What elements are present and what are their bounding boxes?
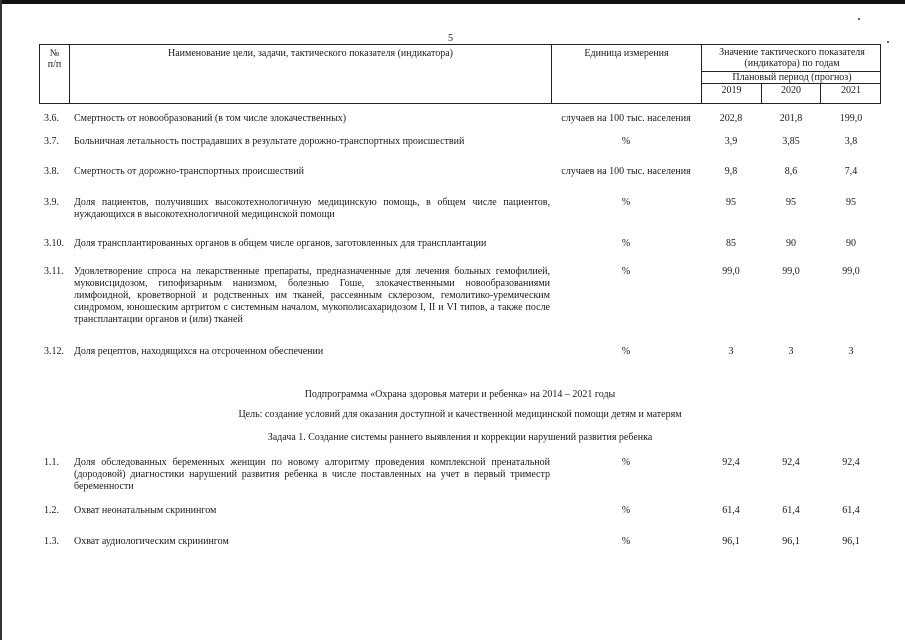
header-num: № п/п — [47, 48, 62, 70]
row-value-2019: 99,0 — [722, 266, 740, 277]
row-name: Доля рецептов, находящихся на отсроченном обеспечении — [74, 346, 324, 357]
row-value-2020: 3 — [788, 346, 794, 357]
header-unit: Единица измерения — [584, 48, 669, 59]
row-value-2021: 61,4 — [842, 505, 860, 516]
row-number: 1.1. — [44, 457, 59, 468]
row-unit: случаев на 100 тыс. населения — [561, 166, 691, 177]
row-number: 3.7. — [44, 136, 59, 147]
row-value-2019: 9,8 — [724, 166, 738, 177]
row-unit: % — [621, 136, 631, 147]
row-value-2020: 95 — [786, 197, 796, 208]
header-value-title: Значение тактического показателя (индикатора) по годам — [719, 47, 865, 69]
row-value-2020: 61,4 — [782, 505, 800, 516]
header-year-2020: 2020 — [781, 85, 801, 96]
row-value-2019: 202,8 — [719, 113, 743, 124]
row-name: Удовлетворение спроса на лекарственные препараты, предназначенные для лечения больных гемофилией, муковисцидозом, гипофизарным нанизмом, болезнью Гоше, злокачественными новообразованиями лимфоидной, кроветворной и родственных им тканей, рассеянным склерозом, гемолитико-уремическим синдромом, юношеским артритом с системным началом, мукополисахаридозом I, II и VI типов, а также после трансплантации органов и (или) тканей — [74, 266, 550, 325]
row-value-2021: 99,0 — [842, 266, 860, 277]
row-name: Доля трансплантированных органов в общем числе органов, заготовленных для трансплантации — [74, 238, 487, 249]
header-year-2019: 2019 — [721, 85, 742, 96]
row-value-2020: 3,85 — [782, 136, 800, 147]
row-unit: случаев на 100 тыс. населения — [561, 113, 691, 124]
row-number: 3.6. — [44, 113, 59, 124]
row-name: Смертность от дорожно-транспортных происшествий — [74, 166, 304, 177]
row-number: 1.2. — [44, 505, 59, 516]
row-value-2019: 85 — [726, 238, 736, 249]
row-number: 3.8. — [44, 166, 59, 177]
row-value-2020: 90 — [786, 238, 796, 249]
row-value-2019: 3,9 — [724, 136, 738, 147]
row-value-2021: 92,4 — [842, 457, 860, 468]
header-year-2021: 2021 — [841, 85, 861, 96]
row-value-2019: 92,4 — [722, 457, 740, 468]
row-value-2021: 95 — [846, 197, 856, 208]
row-unit: % — [621, 197, 631, 208]
scan-edge-left — [0, 0, 2, 640]
scan-speck — [887, 41, 889, 43]
row-value-2021: 7,4 — [844, 166, 858, 177]
row-number: 1.3. — [44, 536, 59, 547]
row-unit: % — [621, 536, 631, 547]
row-name: Доля обследованных беременных женщин по новому алгоритму проведения комплексной пренатальной (дородовой) диагностики нарушений развития ребенка в числе поставленных на учет в первый триместр беременности — [74, 457, 550, 492]
row-value-2021: 199,0 — [839, 113, 863, 124]
row-value-2020: 201,8 — [779, 113, 803, 124]
row-number: 3.9. — [44, 197, 59, 208]
row-number: 3.11. — [44, 266, 64, 277]
goal-line: Цель: создание условий для оказания доступной и качественной медицинской помощи детям и матерям — [238, 409, 682, 420]
scan-edge-top — [0, 0, 905, 4]
row-number: 3.12. — [44, 346, 64, 357]
row-value-2020: 92,4 — [782, 457, 800, 468]
row-value-2020: 96,1 — [782, 536, 800, 547]
subprogram-title: Подпрограмма «Охрана здоровья матери и ребенка» на 2014 – 2021 годы — [304, 389, 616, 400]
row-name: Доля пациентов, получивших высокотехнологичную медицинскую помощь, в общем числе пациентов, нуждающихся в высокотехнологичной медицинской помощи — [74, 197, 550, 220]
scan-speck — [858, 18, 860, 20]
row-unit: % — [621, 505, 631, 516]
row-value-2020: 99,0 — [782, 266, 800, 277]
row-value-2019: 95 — [726, 197, 736, 208]
row-value-2019: 61,4 — [722, 505, 740, 516]
header-name: Наименование цели, задачи, тактического показателя (индикатора) — [168, 48, 453, 59]
row-value-2021: 96,1 — [842, 536, 860, 547]
row-value-2021: 3,8 — [844, 136, 858, 147]
table-header — [39, 44, 881, 104]
row-value-2021: 90 — [846, 238, 856, 249]
header-plan-period: Плановый период (прогноз) — [732, 72, 852, 83]
row-name: Больничная летальность пострадавших в результате дорожно-транспортных происшествий — [74, 136, 465, 147]
row-value-2021: 3 — [848, 346, 854, 357]
page-number: 5 — [448, 33, 453, 44]
row-value-2020: 8,6 — [784, 166, 798, 177]
row-name: Смертность от новообразований (в том числе злокачественных) — [74, 113, 347, 124]
row-unit: % — [621, 346, 631, 357]
task-line: Задача 1. Создание системы раннего выявления и коррекции нарушений развития ребенка — [267, 432, 653, 443]
row-unit: % — [621, 238, 631, 249]
row-name: Охват неонатальным скринингом — [74, 505, 217, 516]
row-number: 3.10. — [44, 238, 64, 249]
row-name: Охват аудиологическим скринингом — [74, 536, 229, 547]
row-value-2019: 3 — [728, 346, 734, 357]
row-value-2019: 96,1 — [722, 536, 740, 547]
row-unit: % — [621, 266, 631, 277]
row-unit: % — [621, 457, 631, 468]
